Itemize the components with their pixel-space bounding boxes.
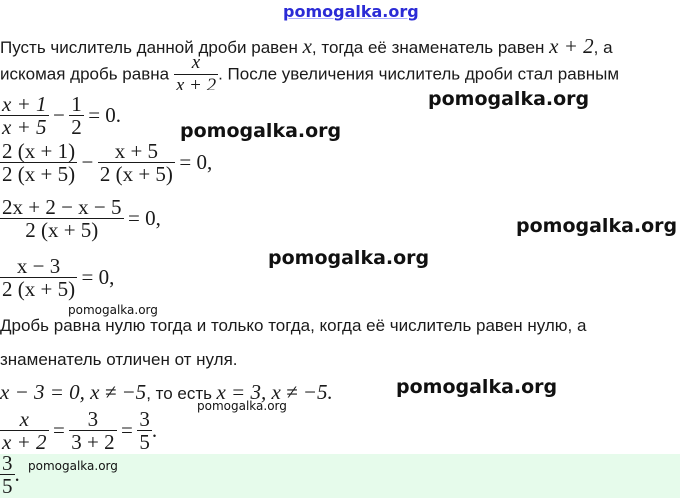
answer-numerator: 3 xyxy=(2,452,13,475)
res-end: . xyxy=(151,418,158,442)
res-fraction-2-numerator: 3 xyxy=(87,408,99,431)
watermark-8: pomogalka.org xyxy=(28,459,118,473)
eq2-a-denominator: 2 (x + 5) xyxy=(2,162,76,186)
eq1-minus: − xyxy=(52,103,65,127)
result-line-clip xyxy=(0,408,680,456)
res-fraction-1-numerator: x xyxy=(19,408,29,431)
paragraph-3: Дробь равна нулю тогда и только тогда, когда её числитель равен нулю, а xyxy=(0,316,587,335)
eq1-half-numerator: 1 xyxy=(71,92,82,116)
eq2-rhs: = 0, xyxy=(179,150,213,174)
equation-3 xyxy=(0,196,161,241)
watermark-5: pomogalka.org xyxy=(68,303,158,317)
answer-denominator: 5 xyxy=(2,474,13,498)
eq1-fraction xyxy=(0,93,49,138)
paragraph-4: знаменатель отличен от нуля. xyxy=(0,350,238,369)
eq3-numerator: 2x + 2 − x − 5 xyxy=(2,195,122,219)
res-fraction-3-denominator: 5 xyxy=(139,430,150,454)
answer-fraction xyxy=(0,452,15,497)
res-fraction-1 xyxy=(0,408,49,453)
res-fraction-3-numerator: 3 xyxy=(139,408,150,431)
watermark-2: pomogalka.org xyxy=(180,120,342,142)
eq2-fraction-a xyxy=(0,140,77,185)
given-fraction-numerator: x xyxy=(191,52,201,73)
res-equals-1: = xyxy=(52,418,65,442)
equation-4 xyxy=(0,255,114,300)
eq4-numerator: x − 3 xyxy=(16,254,61,278)
condition-text: , то есть xyxy=(146,384,213,403)
eq4-rhs: = 0, xyxy=(81,265,115,289)
eq1-half-denominator: 2 xyxy=(71,115,82,139)
p2-text-b: . После увеличения числитель дроби стал равным xyxy=(218,64,620,84)
watermark-6: pomogalka.org xyxy=(396,376,558,398)
eq4-denominator: 2 (x + 5) xyxy=(2,277,76,301)
watermark-3: pomogalka.org xyxy=(516,215,678,237)
paragraph-2 xyxy=(0,52,619,90)
p2-text-a: искомая дробь равна xyxy=(0,64,170,84)
res-equals-2: = xyxy=(121,418,133,442)
given-fraction xyxy=(174,52,218,90)
equation-2 xyxy=(0,140,212,185)
watermark-top[interactable]: pomogalka.org xyxy=(283,2,419,21)
eq1-half xyxy=(69,93,84,138)
answer-fraction-line xyxy=(0,452,20,497)
paragraph-2-clip xyxy=(0,52,680,90)
p1-denominator-expr: x + 2 xyxy=(549,34,594,58)
eq4-fraction xyxy=(0,255,77,300)
res-fraction-3 xyxy=(137,408,152,453)
res-fraction-1-denominator: x + 2 xyxy=(2,430,47,454)
p1-var-x: x xyxy=(302,34,312,58)
eq3-fraction xyxy=(0,196,124,241)
eq1-numerator: x + 1 xyxy=(2,92,47,116)
answer-end: . xyxy=(14,462,20,486)
p1-text-d: , а xyxy=(593,38,613,57)
p1-text-a: Пусть числитель данной дроби равен xyxy=(0,38,298,57)
equation-1 xyxy=(0,93,121,138)
res-fraction-2-denominator: 3 + 2 xyxy=(71,430,115,454)
eq3-denominator: 2 (x + 5) xyxy=(25,218,99,242)
eq2-fraction-b xyxy=(98,140,175,185)
watermark-7: pomogalka.org xyxy=(197,399,287,413)
eq3-rhs: = 0, xyxy=(127,206,161,230)
condition-left: x − 3 = 0, x ≠ −5 xyxy=(0,380,147,404)
condition-right: x = 3, x ≠ −5. xyxy=(216,380,333,404)
res-fraction-2 xyxy=(69,408,116,453)
result-line xyxy=(0,408,157,453)
eq2-b-numerator: x + 5 xyxy=(114,139,159,163)
p1-text-b: , тогда её знаменатель равен xyxy=(311,38,545,57)
eq1-rhs: = 0. xyxy=(88,103,122,127)
eq2-b-denominator: 2 (x + 5) xyxy=(99,162,173,186)
watermark-1: pomogalka.org xyxy=(428,88,590,110)
given-fraction-denominator: x + 2 xyxy=(175,75,217,90)
eq2-minus: − xyxy=(81,150,94,174)
watermark-4: pomogalka.org xyxy=(268,247,430,269)
eq1-denominator: x + 5 xyxy=(2,115,47,139)
eq2-a-numerator: 2 (x + 1) xyxy=(2,139,76,163)
